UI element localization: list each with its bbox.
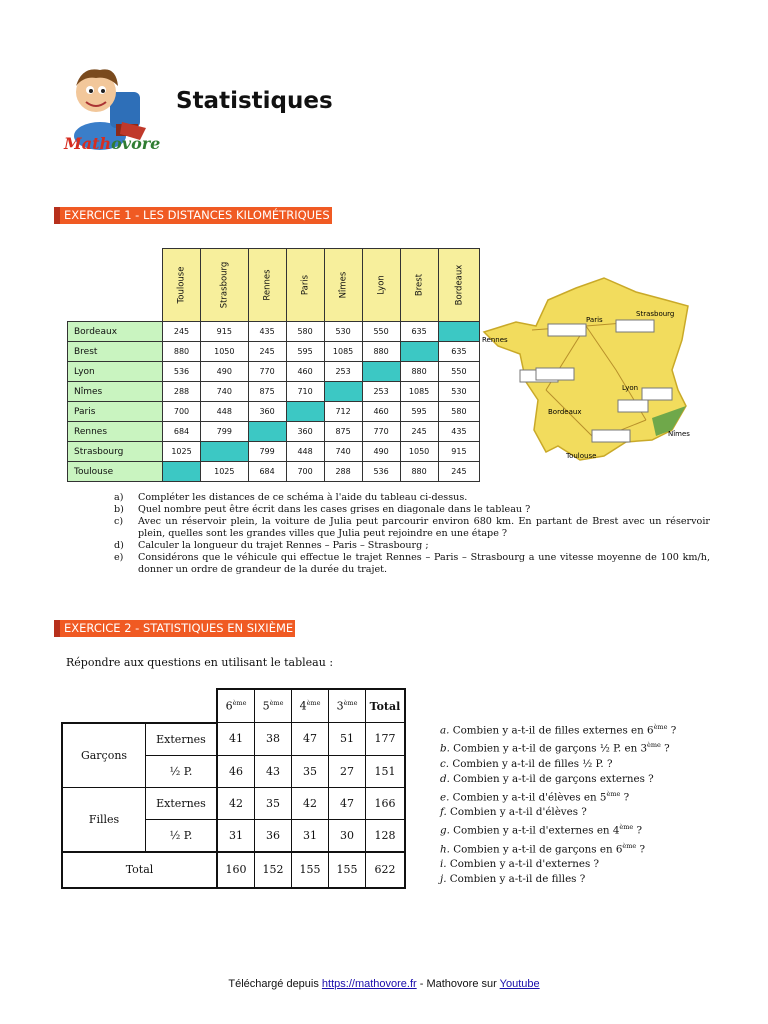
grade-number: 6 [225,699,233,713]
question-item [440,738,676,756]
question-sup: ème [653,723,668,731]
grade-suffix: ème [306,699,321,708]
question-letter: b. [440,742,450,755]
distance-row [68,382,480,402]
total-cell: 160 [217,852,255,888]
distance-cell: 875 [324,422,362,442]
distance-cell: 253 [362,382,400,402]
grade-suffix: ème [232,699,247,708]
distance-row [68,422,480,442]
distance-cell: 360 [286,422,324,442]
distance-cell: 880 [362,342,400,362]
diagonal-cell [248,422,286,442]
distance-row [68,442,480,462]
grade-number: 3 [336,699,344,713]
total-cell: 152 [255,852,292,888]
distance-cell: 435 [248,322,286,342]
total-cell: 622 [366,852,406,888]
distance-cell: 684 [163,422,201,442]
distance-row [68,462,480,482]
diagonal-cell [286,402,324,422]
map-label-paris: Paris [586,316,603,324]
question-letter: c) [114,516,124,527]
total-label: Total [62,852,217,888]
stats-cell: 35 [255,787,292,819]
distance-table [67,248,480,482]
question-item [440,872,676,887]
question-text: Combien y a-t-il de garçons ½ P. en 3 [453,742,648,755]
total-cell: 155 [292,852,329,888]
question-letter: c. [440,757,450,770]
row-label: ½ P. [146,755,218,787]
distance-cell: 288 [324,462,362,482]
question-end: ? [636,843,646,856]
distance-cell: 880 [163,342,201,362]
distance-cell: 245 [163,322,201,342]
grade-number: 4 [299,699,307,713]
exercise-1-questions [114,492,710,576]
map-label-toulouse: Toulouse [566,452,597,460]
stats-cell: 42 [292,787,329,819]
question-text: Combien y a-t-il de filles ½ P. ? [452,757,613,770]
col-header: Bordeaux [438,249,480,322]
col-header: Lyon [362,249,400,322]
stats-cell: 47 [292,723,329,756]
stats-row [62,787,405,819]
distance-cell: 635 [438,342,480,362]
question-letter: j. [440,873,447,886]
question-letter: g. [440,824,450,837]
stats-cell: 41 [217,723,255,756]
col-header: Brest [400,249,438,322]
row-header: Bordeaux [68,322,163,342]
exercise-2-intro: Répondre aux questions en utilisant le tableau : [66,656,334,669]
distance-cell: 700 [163,402,201,422]
map-label-rennes: Rennes [482,336,508,344]
question-text: Calculer la longueur du trajet Rennes – Paris – Strasbourg ; [138,540,429,551]
distance-cell: 253 [324,362,362,382]
stats-header-row [62,689,405,723]
total-header: Total [366,689,406,723]
distance-row [68,342,480,362]
distance-cell: 448 [286,442,324,462]
col-header: Rennes [248,249,286,322]
question-item [114,492,710,504]
table-corner [68,249,163,322]
question-sup: ème [622,841,637,850]
question-item [114,516,710,540]
distance-cell: 536 [163,362,201,382]
question-sup: ème [619,823,634,832]
question-item [114,552,710,576]
distance-cell: 875 [248,382,286,402]
distance-cell: 712 [324,402,362,422]
distance-cell: 710 [286,382,324,402]
question-text: Combien y a-t-il d'élèves ? [450,806,587,819]
question-sup: ème [606,789,621,798]
stats-cell: 42 [217,787,255,819]
distance-cell: 580 [438,402,480,422]
distance-row [68,402,480,422]
diagonal-cell [201,442,249,462]
stats-cell: 128 [366,819,406,852]
exercise-2-questions [440,720,676,887]
question-item [440,839,676,857]
question-end: ? [620,791,630,804]
map-label-nimes: Nîmes [668,430,690,438]
question-item [440,772,676,787]
grade-header [217,689,255,723]
exercise-2-heading: EXERCICE 2 - STATISTIQUES EN SIXIÈME [54,620,295,637]
question-letter: d. [440,772,450,785]
footer: Téléchargé depuis https://mathovore.fr - Mathovore sur Youtube [228,978,540,990]
distance-cell: 530 [324,322,362,342]
row-header: Paris [68,402,163,422]
question-item [440,820,676,838]
stats-cell: 27 [329,755,366,787]
question-text: Combien y a-t-il de filles ? [449,873,586,886]
question-text: Combien y a-t-il d'externes ? [449,858,600,871]
grade-header [255,689,292,723]
question-text: Combien y a-t-il de garçons externes ? [453,772,654,785]
question-item [440,757,676,772]
distance-cell: 595 [400,402,438,422]
question-text: Combien y a-t-il de filles externes en 6 [452,724,654,737]
mathovore-logo [60,62,164,158]
distance-cell: 684 [248,462,286,482]
question-item [114,504,710,516]
stats-cell: 46 [217,755,255,787]
distance-cell: 490 [201,362,249,382]
distance-cell: 1025 [163,442,201,462]
row-header: Strasbourg [68,442,163,462]
distance-cell: 880 [400,462,438,482]
distance-cell: 1050 [400,442,438,462]
distance-cell: 1085 [400,382,438,402]
question-item [440,805,676,820]
distance-cell: 435 [438,422,480,442]
question-text: Combien y a-t-il de garçons en 6 [453,843,623,856]
distance-cell: 740 [201,382,249,402]
stats-cell: 43 [255,755,292,787]
question-end: ? [667,724,677,737]
col-header: Nîmes [324,249,362,322]
youtube-link[interactable]: Youtube [499,978,540,990]
question-letter: d) [114,540,124,551]
question-text: Compléter les distances de ce schéma à l'aide du tableau ci-dessus. [138,492,468,503]
row-header: Brest [68,342,163,362]
stats-cell: 35 [292,755,329,787]
question-letter: i. [440,858,447,871]
france-map [476,270,694,480]
stats-row [62,723,405,756]
row-header: Nîmes [68,382,163,402]
distance-cell: 360 [248,402,286,422]
distance-cell: 1025 [201,462,249,482]
stats-cell: 151 [366,755,406,787]
distance-cell: 799 [248,442,286,462]
distance-cell: 530 [438,382,480,402]
distance-cell: 245 [248,342,286,362]
question-text: Quel nombre peut être écrit dans les cases grises en diagonale dans le tableau ? [138,504,531,515]
diagonal-cell [163,462,201,482]
col-header: Toulouse [163,249,201,322]
distance-cell: 1050 [201,342,249,362]
stats-cell: 51 [329,723,366,756]
distance-row [68,362,480,382]
stats-cell: 36 [255,819,292,852]
logo-wordmark: Mathovore [64,134,161,153]
question-item [440,857,676,872]
page-title: Statistiques [176,88,333,114]
distance-row [68,322,480,342]
distance-cell: 595 [286,342,324,362]
map-label-lyon: Lyon [622,384,639,392]
distance-cell: 740 [324,442,362,462]
question-item [440,787,676,805]
question-text: Avec un réservoir plein, la voiture de Julia peut parcourir environ 680 km. En partant de Brest avec un réservoir plein, quelles sont les grandes villes que Julia peut rejoindre en une étape ? [138,516,710,539]
question-letter: a) [114,492,124,503]
distance-cell: 700 [286,462,324,482]
distance-table-header [68,249,480,322]
question-letter: h. [440,843,450,856]
stats-cell: 38 [255,723,292,756]
group-label: Garçons [62,723,146,788]
stats-cell: 30 [329,819,366,852]
stats-cell: 31 [292,819,329,852]
question-item [440,720,676,738]
table-corner [62,689,146,723]
distance-cell: 880 [400,362,438,382]
distance-cell: 1085 [324,342,362,362]
question-item [114,540,710,552]
row-label: Externes [146,787,218,819]
total-cell: 155 [329,852,366,888]
grade-suffix: ème [343,699,358,708]
question-end: ? [633,824,643,837]
question-letter: e) [114,552,124,563]
diagonal-cell [324,382,362,402]
col-header: Paris [286,249,324,322]
distance-cell: 550 [438,362,480,382]
diagonal-cell [438,322,480,342]
stats-cell: 177 [366,723,406,756]
distance-cell: 448 [201,402,249,422]
stats-table [61,688,406,889]
stats-cell: 47 [329,787,366,819]
row-label: ½ P. [146,819,218,852]
distance-cell: 288 [163,382,201,402]
map-label-strasbourg: Strasbourg [636,310,675,318]
question-text: Combien y a-t-il d'externes en 4 [453,824,620,837]
question-letter: a. [440,724,450,737]
question-text: Considérons que le véhicule qui effectue le trajet Rennes – Paris – Strasbourg a une vitesse moyenne de 100 km/h, donner un ordre de grandeur de la durée du trajet. [138,552,710,575]
mathovore-link[interactable]: https://mathovore.fr [321,978,417,990]
distance-cell: 460 [362,402,400,422]
distance-cell: 915 [438,442,480,462]
distance-cell: 490 [362,442,400,462]
question-text: Combien y a-t-il d'élèves en 5 [452,791,607,804]
group-label: Filles [62,787,146,852]
distance-cell: 799 [201,422,249,442]
diagonal-cell [400,342,438,362]
table-corner [146,689,218,723]
diagonal-cell [362,362,400,382]
row-header: Lyon [68,362,163,382]
distance-cell: 245 [438,462,480,482]
distance-cell: 770 [362,422,400,442]
question-letter: b) [114,504,124,515]
exercise-1-heading: EXERCICE 1 - LES DISTANCES KILOMÉTRIQUES [54,207,332,224]
grade-number: 5 [262,699,270,713]
stats-total-row [62,852,405,888]
stats-cell: 166 [366,787,406,819]
grade-header [292,689,329,723]
distance-cell: 635 [400,322,438,342]
map-label-bordeaux: Bordeaux [548,408,582,416]
grade-header [329,689,366,723]
grade-suffix: ème [269,699,284,708]
row-header: Rennes [68,422,163,442]
question-sup: ème [647,741,661,750]
distance-cell: 580 [286,322,324,342]
col-header: Strasbourg [201,249,249,322]
distance-cell: 536 [362,462,400,482]
question-letter: e. [440,791,450,804]
stats-cell: 31 [217,819,255,852]
question-letter: f. [440,806,447,819]
distance-cell: 245 [400,422,438,442]
question-end: ? [660,742,670,755]
row-label: Externes [146,723,218,756]
distance-cell: 915 [201,322,249,342]
distance-cell: 770 [248,362,286,382]
france-map-image [476,270,694,480]
distance-cell: 550 [362,322,400,342]
row-header: Toulouse [68,462,163,482]
distance-cell: 460 [286,362,324,382]
